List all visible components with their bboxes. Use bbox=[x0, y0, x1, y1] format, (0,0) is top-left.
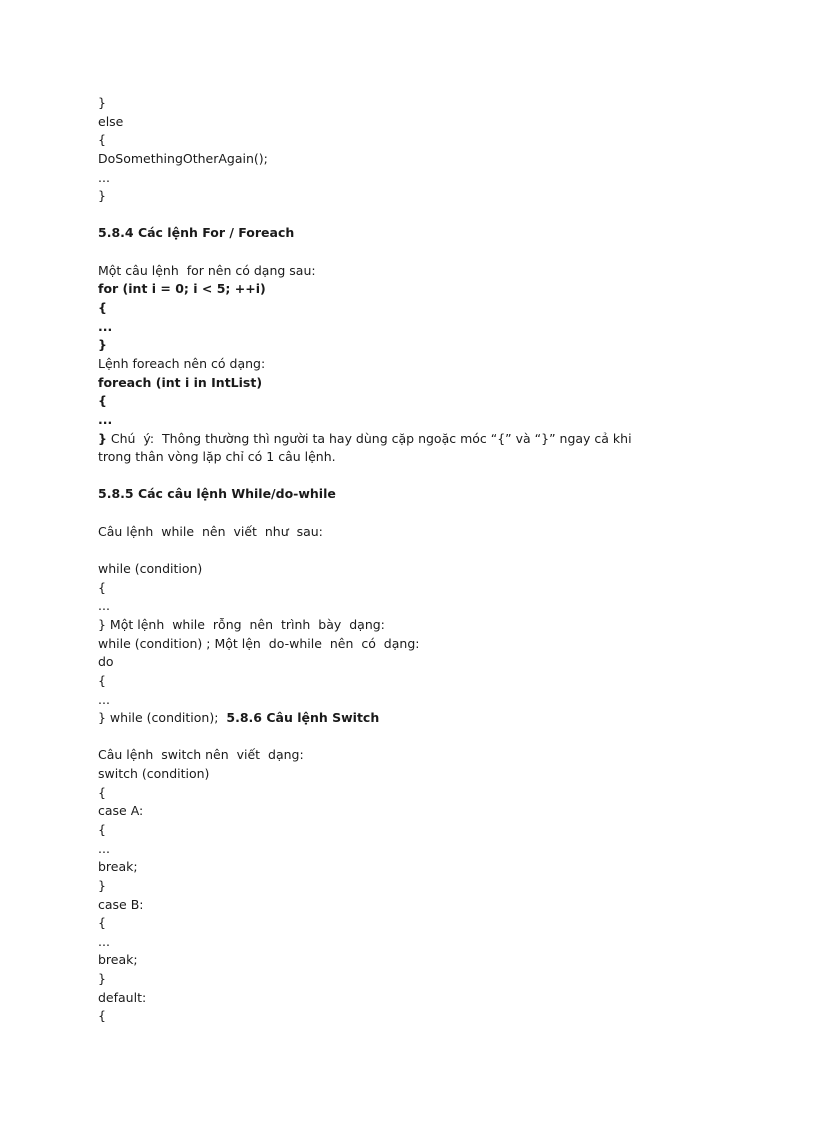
paragraph-line: Câu lệnh switch nên viết dạng: bbox=[98, 747, 304, 763]
code-line: } bbox=[98, 971, 106, 987]
section-heading-5-8-5: 5.8.5 Các câu lệnh While/do-while bbox=[98, 486, 336, 502]
code-line: else bbox=[98, 113, 124, 129]
code-line: } Một lệnh while rỗng nên trình bày dạng: bbox=[98, 616, 385, 632]
code-line: ... bbox=[98, 411, 113, 427]
code-line: break; bbox=[98, 952, 138, 968]
code-line-with-heading bbox=[98, 709, 698, 728]
code-line: switch (condition) bbox=[98, 766, 210, 782]
code-line: break; bbox=[98, 859, 138, 875]
code-line: } bbox=[98, 877, 106, 893]
code-line: ... bbox=[98, 318, 113, 334]
code-line: { bbox=[98, 821, 106, 837]
closing-brace: } bbox=[98, 430, 107, 446]
document-page bbox=[98, 94, 698, 1026]
code-line: } bbox=[98, 95, 106, 110]
code-line: { bbox=[98, 915, 106, 931]
code-line: foreach (int i in IntList) bbox=[98, 374, 263, 390]
code-line: case A: bbox=[98, 803, 144, 819]
paragraph-line: trong thân vòng lặp chỉ có 1 câu lệnh. bbox=[98, 449, 336, 465]
note-line bbox=[98, 430, 698, 449]
code-line: ... bbox=[98, 840, 110, 856]
code-text: } while (condition); bbox=[98, 710, 219, 726]
code-line: { bbox=[98, 672, 106, 688]
code-line: { bbox=[98, 784, 106, 800]
section-heading-5-8-4: 5.8.4 Các lệnh For / Foreach bbox=[98, 225, 295, 241]
blank-line bbox=[98, 541, 698, 560]
blank-line bbox=[98, 728, 698, 747]
code-line: while (condition) ; Một lện do-while nên có dạng: bbox=[98, 635, 420, 651]
code-line: { bbox=[98, 300, 107, 316]
paragraph-line: Một câu lệnh for nên có dạng sau: bbox=[98, 262, 316, 278]
code-line: DoSomethingOtherAgain(); bbox=[98, 150, 268, 166]
blank-line bbox=[98, 467, 698, 486]
note-text: Chú ý: Thông thường thì người ta hay dùng cặp ngoặc móc “{” và “}” ngay cả khi bbox=[106, 430, 632, 446]
code-line: { bbox=[98, 1008, 106, 1024]
code-line: { bbox=[98, 393, 107, 409]
section-heading-5-8-6: 5.8.6 Câu lệnh Switch bbox=[226, 710, 380, 726]
paragraph-line: Lệnh foreach nên có dạng: bbox=[98, 355, 266, 371]
code-line: ... bbox=[98, 691, 110, 707]
code-line: do bbox=[98, 654, 114, 670]
blank-line bbox=[98, 504, 698, 523]
code-line: ... bbox=[98, 933, 110, 949]
code-line: ... bbox=[98, 169, 110, 185]
paragraph-line: Câu lệnh while nên viết như sau: bbox=[98, 523, 323, 539]
code-line: default: bbox=[98, 989, 147, 1005]
code-line: case B: bbox=[98, 896, 144, 912]
code-line: { bbox=[98, 132, 106, 148]
code-line: while (condition) bbox=[98, 561, 203, 577]
code-line: } bbox=[98, 337, 107, 353]
blank-line bbox=[98, 206, 698, 225]
blank-line bbox=[98, 243, 698, 262]
code-line: ... bbox=[98, 598, 110, 614]
code-line: for (int i = 0; i < 5; ++i) bbox=[98, 281, 266, 297]
code-line: { bbox=[98, 579, 106, 595]
code-line: } bbox=[98, 188, 106, 204]
